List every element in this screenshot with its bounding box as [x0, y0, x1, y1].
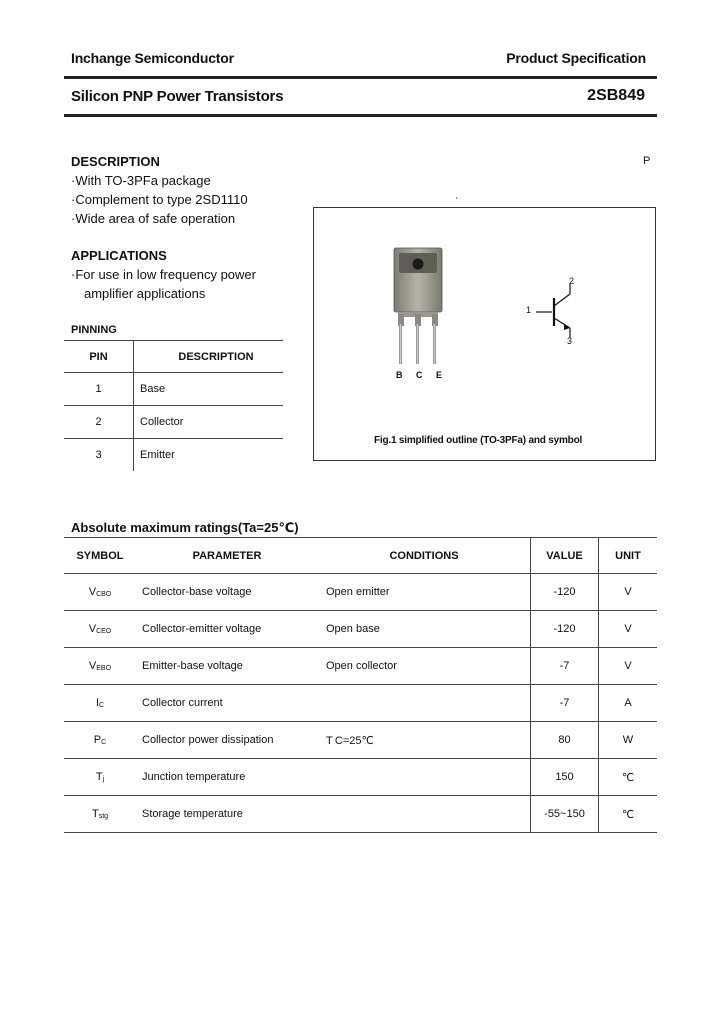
symbol-pin-emitter: 3	[567, 336, 573, 346]
pnp-symbol	[536, 284, 570, 338]
symbol-subscript: CBO	[96, 591, 112, 598]
symbol-subscript: C	[99, 702, 105, 709]
bullet-glyph: ·	[71, 173, 76, 188]
symbol-main: T	[95, 771, 103, 783]
parameter-cell: Junction temperature	[142, 771, 246, 783]
symbol-subscript: EBO	[96, 665, 112, 672]
description-item-3: ·Wide area of safe operation	[71, 211, 236, 226]
pin-description: Collector	[140, 416, 184, 428]
symbol-subscript: CEO	[96, 628, 112, 635]
symbol-cell	[64, 685, 136, 722]
stray-mark: P	[643, 155, 651, 167]
table-row	[64, 574, 657, 611]
table-row	[64, 759, 657, 796]
parameter-cell: Collector current	[142, 697, 223, 709]
symbol-main: P	[93, 734, 102, 746]
parameter-cell: Collector-base voltage	[142, 586, 252, 598]
pinning-table	[64, 340, 283, 471]
table-row	[64, 648, 657, 685]
symbol-cell	[64, 611, 136, 648]
applications-title: APPLICATIONS	[71, 248, 167, 263]
conditions-cell: Open collector	[318, 648, 531, 685]
pin-description: Emitter	[140, 449, 175, 461]
symbol-cell	[64, 574, 136, 611]
unit-cell: ℃	[621, 771, 635, 784]
col-header-unit: UNIT	[615, 549, 641, 562]
value-cell: -7	[531, 648, 599, 685]
symbol-cell	[64, 722, 136, 759]
unit-cell: W	[622, 734, 634, 746]
table-row	[64, 373, 283, 406]
table-row	[64, 796, 657, 833]
pinning-title: PINNING	[71, 324, 117, 336]
col-header-symbol: SYMBOL	[76, 549, 124, 562]
value-cell: -120	[531, 574, 599, 611]
value-cell: -55~150	[531, 796, 599, 833]
table-header-row	[64, 538, 657, 574]
conditions-cell: T C=25℃	[318, 722, 531, 759]
description-title: DESCRIPTION	[71, 154, 160, 169]
table-row	[64, 406, 283, 439]
doc-type: Product Specification	[506, 50, 646, 66]
symbol-cell	[64, 796, 136, 833]
symbol-subscript: C	[101, 739, 107, 746]
lead-label-b: B	[396, 370, 403, 380]
symbol-subscript: j	[102, 776, 105, 783]
value-cell: 80	[531, 722, 599, 759]
ratings-title: Absolute maximum ratings(Ta=25℃)	[71, 520, 299, 535]
table-header-row	[64, 341, 283, 373]
symbol-main: T	[91, 808, 99, 820]
bullet-glyph: ·	[71, 192, 76, 207]
conditions-cell: Open base	[318, 611, 531, 648]
table-row	[64, 685, 657, 722]
symbol-main: V	[88, 586, 97, 598]
conditions-cell	[318, 685, 531, 722]
stray-dot: ·	[455, 192, 459, 204]
header-rule-top	[64, 76, 657, 79]
value-cell: -120	[531, 611, 599, 648]
applications-item-1: ·For use in low frequency power	[71, 267, 256, 282]
table-row	[64, 722, 657, 759]
lead-label-c: C	[416, 370, 423, 380]
table-row	[64, 439, 283, 472]
applications-item-1-cont: amplifier applications	[84, 286, 206, 301]
figure-box	[313, 207, 656, 461]
value-cell: -7	[531, 685, 599, 722]
figure-caption: Fig.1 simplified outline (TO-3PFa) and symbol	[374, 435, 583, 446]
symbol-cell	[64, 648, 136, 685]
symbol-subscript: stg	[98, 813, 109, 820]
bullet-glyph: ·	[71, 267, 76, 282]
pin-number: 1	[64, 373, 134, 406]
unit-cell: V	[624, 586, 632, 598]
parameter-cell: Collector power dissipation	[142, 734, 274, 746]
value-cell: 150	[531, 759, 599, 796]
symbol-cell	[64, 759, 136, 796]
conditions-cell: Open emitter	[318, 574, 531, 611]
conditions-cell	[318, 796, 531, 833]
unit-cell: V	[624, 660, 632, 672]
bullet-glyph: ·	[71, 211, 76, 226]
parameter-cell: Collector-emitter voltage	[142, 623, 262, 635]
symbol-pin-collector: 2	[569, 276, 575, 286]
header-rule-bottom	[64, 114, 657, 117]
company-name: Inchange Semiconductor	[71, 50, 234, 66]
symbol-main: I	[95, 697, 99, 709]
description-item-2: ·Complement to type 2SD1110	[71, 192, 248, 207]
col-header-value: VALUE	[531, 538, 599, 574]
symbol-main: V	[88, 660, 97, 672]
table-row	[64, 611, 657, 648]
parameter-cell: Storage temperature	[142, 808, 243, 820]
symbol-main: V	[88, 623, 97, 635]
col-header-pin: PIN	[64, 341, 134, 373]
pin-description: Base	[140, 383, 166, 395]
part-number: 2SB849	[587, 87, 645, 104]
unit-cell: ℃	[621, 808, 635, 821]
col-header-parameter: PARAMETER	[192, 549, 262, 562]
conditions-cell	[318, 759, 531, 796]
description-item-1: ·With TO-3PFa package	[71, 173, 211, 188]
ratings-table	[64, 537, 657, 833]
pin-number: 2	[64, 406, 134, 439]
col-header-description: DESCRIPTION	[178, 350, 254, 363]
unit-cell: V	[624, 623, 632, 635]
lead-label-e: E	[436, 370, 443, 380]
pin-number: 3	[64, 439, 134, 472]
ratings-body	[64, 574, 657, 833]
product-line: Silicon PNP Power Transistors	[71, 88, 284, 105]
col-header-conditions: CONDITIONS	[318, 538, 531, 574]
unit-cell: A	[624, 697, 632, 709]
package-outline-illustration	[314, 208, 655, 460]
parameter-cell: Emitter-base voltage	[142, 660, 243, 672]
symbol-pin-base: 1	[526, 305, 532, 315]
